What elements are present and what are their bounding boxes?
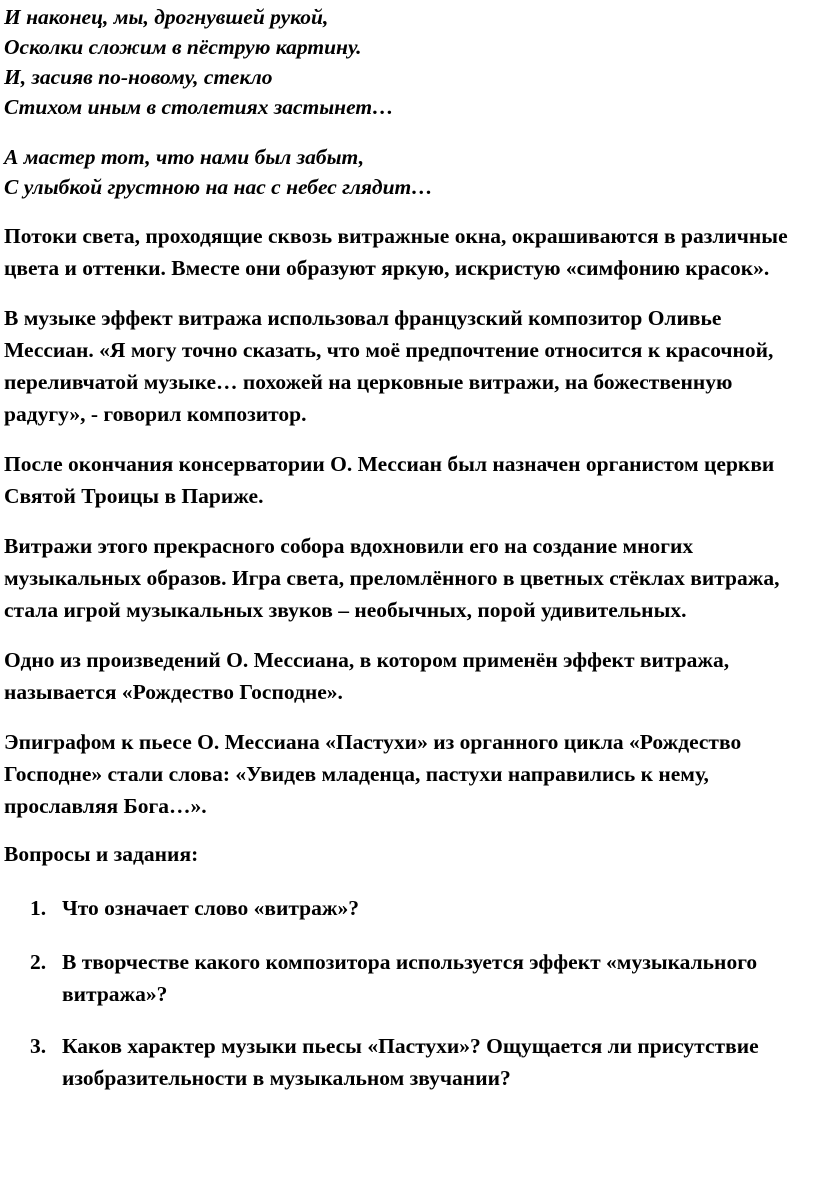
question-number: 1. — [30, 896, 47, 920]
poem-line: С улыбкой грустною на нас с небес глядит… — [4, 175, 433, 199]
poem-line: Стихом иным в столетиях застынет… — [4, 95, 394, 119]
poem-line: И, засияв по-новому, стекло — [4, 65, 273, 89]
questions-title: Вопросы и задания: — [4, 842, 199, 866]
paragraph-stained-glass-inspiration: Витражи этого прекрасного собора вдохновили его на создание многих музыкальных образов. Игра света, преломлённого в цветных стёклах витража, стала игрой музыкальных звуков – необычных, порой удивительных. — [4, 534, 780, 622]
question-text: В творчестве какого композитора используется эффект «музыкального витража»? — [62, 950, 758, 1006]
paragraph-light-streams: Потоки света, проходящие сквозь витражные окна, окрашиваются в различные цвета и оттенки. Вместе они образуют яркую, искристую «симфонию красок». — [4, 224, 788, 280]
question-item — [4, 1030, 802, 1094]
paragraph-nativity-work: Одно из произведений О. Мессиана, в котором применён эффект витража, называется «Рождество Господне». — [4, 648, 730, 704]
paragraph-messiaen-quote: В музыке эффект витража использовал французский композитор Оливье Мессиан. «Я могу точно сказать, что моё предпочтение относится к красочной, переливчатой музыке… похожей на церковные витражи, на божественную радугу», - говорил композитор. — [4, 306, 774, 426]
poem-line: А мастер тот, что нами был забыт, — [4, 145, 365, 169]
paragraph-organist: После окончания консерватории О. Мессиан был назначен органистом церкви Святой Троицы в Париже. — [4, 452, 775, 508]
poem-stanza-1 — [4, 2, 802, 122]
question-text: Каков характер музыки пьесы «Пастухи»? Ощущается ли присутствие изобразительности в музыкальном звучании? — [62, 1034, 759, 1090]
question-number: 3. — [30, 1034, 47, 1058]
question-item — [4, 892, 802, 924]
poem-line: И наконец, мы, дрогнувшей рукой, — [4, 5, 329, 29]
question-text: Что означает слово «витраж»? — [62, 896, 359, 920]
question-item — [4, 946, 802, 1010]
paragraph-epigraph: Эпиграфом к пьесе О. Мессиана «Пастухи» из органного цикла «Рождество Господне» стали слова: «Увидев младенца, пастухи направились к нему, прославляя Бога…». — [4, 730, 742, 818]
poem-stanza-2 — [4, 142, 802, 202]
poem-line: Осколки сложим в пёструю картину. — [4, 35, 362, 59]
question-number: 2. — [30, 950, 47, 974]
questions-list — [4, 892, 802, 1094]
